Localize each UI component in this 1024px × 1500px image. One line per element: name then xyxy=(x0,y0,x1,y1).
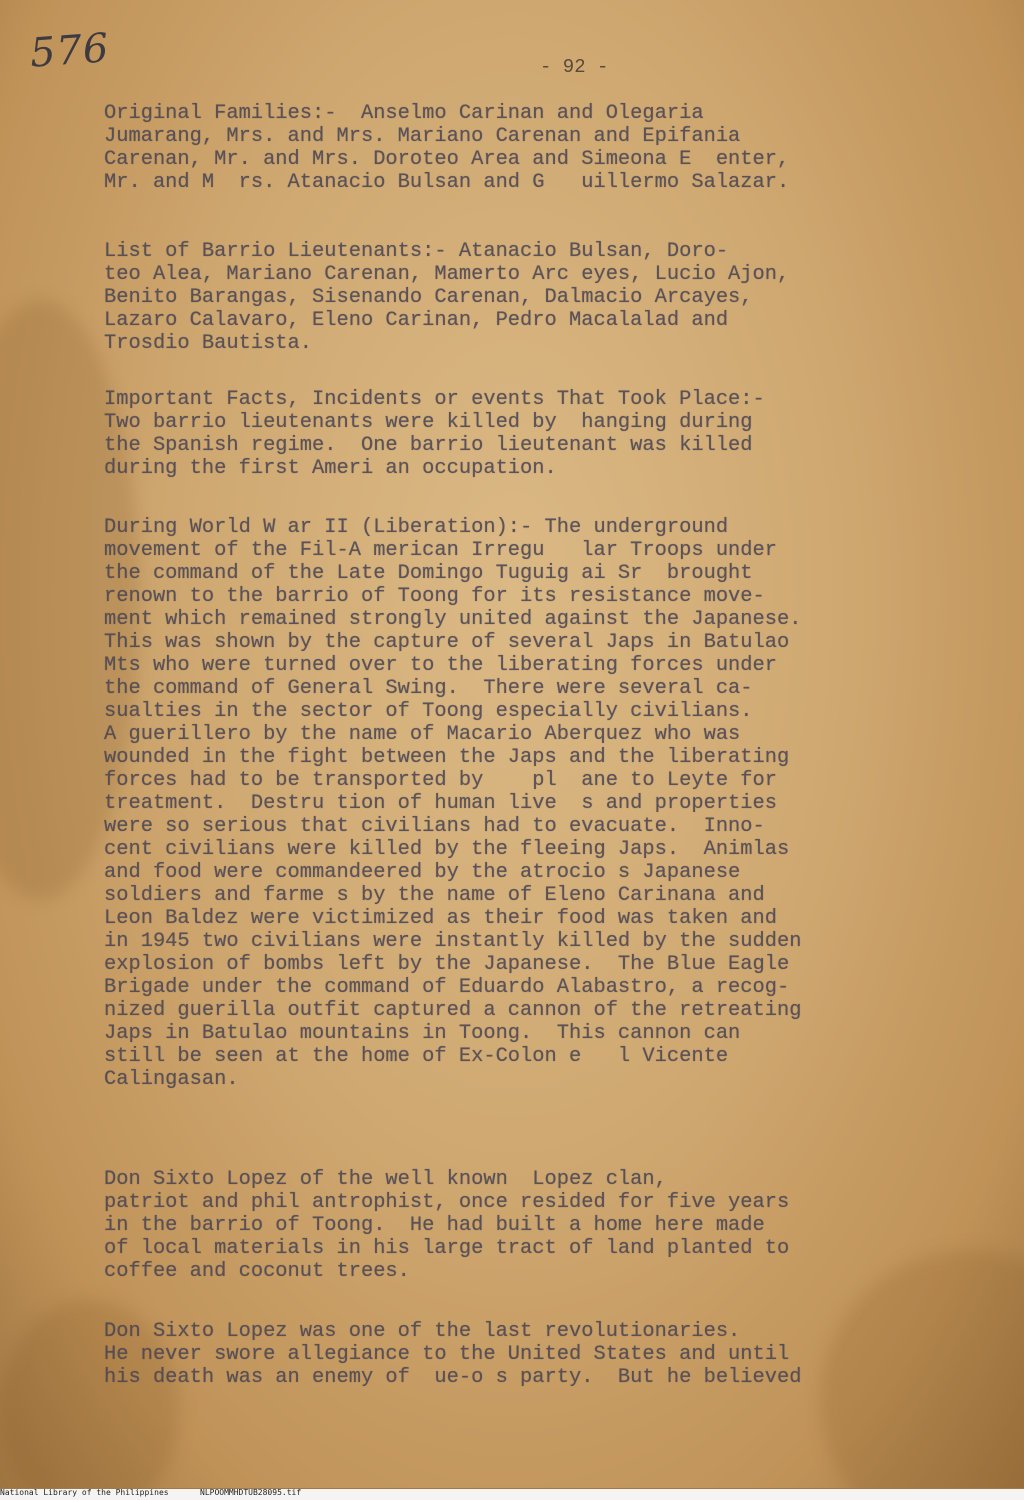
footer-library-name: National Library of the Philippines xyxy=(0,1488,169,1497)
paragraph-important-facts: Important Facts, Incidents or events That Took Place:- Two barrio lieutenants were killed by hanging during the Spanish regime. One barrio lieutenant was killed during the first Ameri an occupation. xyxy=(104,388,765,480)
paragraph-original-families: Original Families:- Anselmo Carinan and Olegaria Jumarang, Mrs. and Mrs. Mariano Carenan and Epifania Carenan, Mr. and Mrs. Doroteo Area and Simeona E enter, Mr. and M rs. Atanacio Bulsan and G uillermo Salazar. xyxy=(104,102,790,194)
footer-filename: NLPOOMMHDTUB28095.tif xyxy=(200,1488,302,1497)
handwritten-margin-number: 576 xyxy=(28,25,111,77)
paragraph-don-sixto-lopez: Don Sixto Lopez of the well known Lopez clan, patriot and phil antrophist, once resided for five years in the barrio of Toong. He had built a home here made of local materials in his large tract of land planted to coffee and coconut trees. xyxy=(104,1168,790,1283)
paragraph-revolutionary: Don Sixto Lopez was one of the last revolutionaries. He never swore allegiance to the United States and until his death was an enemy of ue-o s party. But he believed xyxy=(104,1320,802,1389)
paragraph-world-war-ii: During World W ar II (Liberation):- The underground movement of the Fil-A merican Irregu lar Troops under the command of the Late Domingo Tuguig ai Sr brought renown to the barrio of Toong for its resistance move- ment which remained strongly united against the Japanese. This was shown by the capture of several Japs in Batulao Mts who were turned over to the liberating forces under the command of General Swing. There were several ca- sualties in the sector of Toong especially civilians. A guerillero by the name of Macario Aberquez who was wounded in the fight between the Japs and the liberating forces had to be transported by pl ane to Leyte for treatment. Destru tion of human live s and properties were so serious that civilians had to evacuate. Inno- cent civilians were killed by the fleeing Japs. Animlas and food were commandeered by the atrocio s Japanese soldiers and farme s by the name of Eleno Carinana and Leon Baldez were victimized as their food was taken and in 1945 two civilians were instantly killed by the sudden explosion of bombs left by the Japanese. The Blue Eagle Brigade under the command of Eduardo Alabastro, a recog- nized guerilla outfit captured a cannon of the retreating Japs in Batulao mountains in Toong. This cannon can still be seen at the home of Ex-Colon e l Vicente Calingasan. xyxy=(104,516,802,1091)
paper-stain xyxy=(820,1250,1024,1488)
scan-footer xyxy=(0,1489,1024,1500)
paragraph-barrio-lieutenants: List of Barrio Lieutenants:- Atanacio Bulsan, Doro- teo Alea, Mariano Carenan, Mamerto Arc eyes, Lucio Ajon, Benito Barangas, Sisenando Carenan, Dalmacio Arcayes, Lazaro Calavaro, Eleno Carinan, Pedro Macalalad and Trosdio Bautista. xyxy=(104,240,790,355)
page-number: - 92 - xyxy=(540,56,609,78)
